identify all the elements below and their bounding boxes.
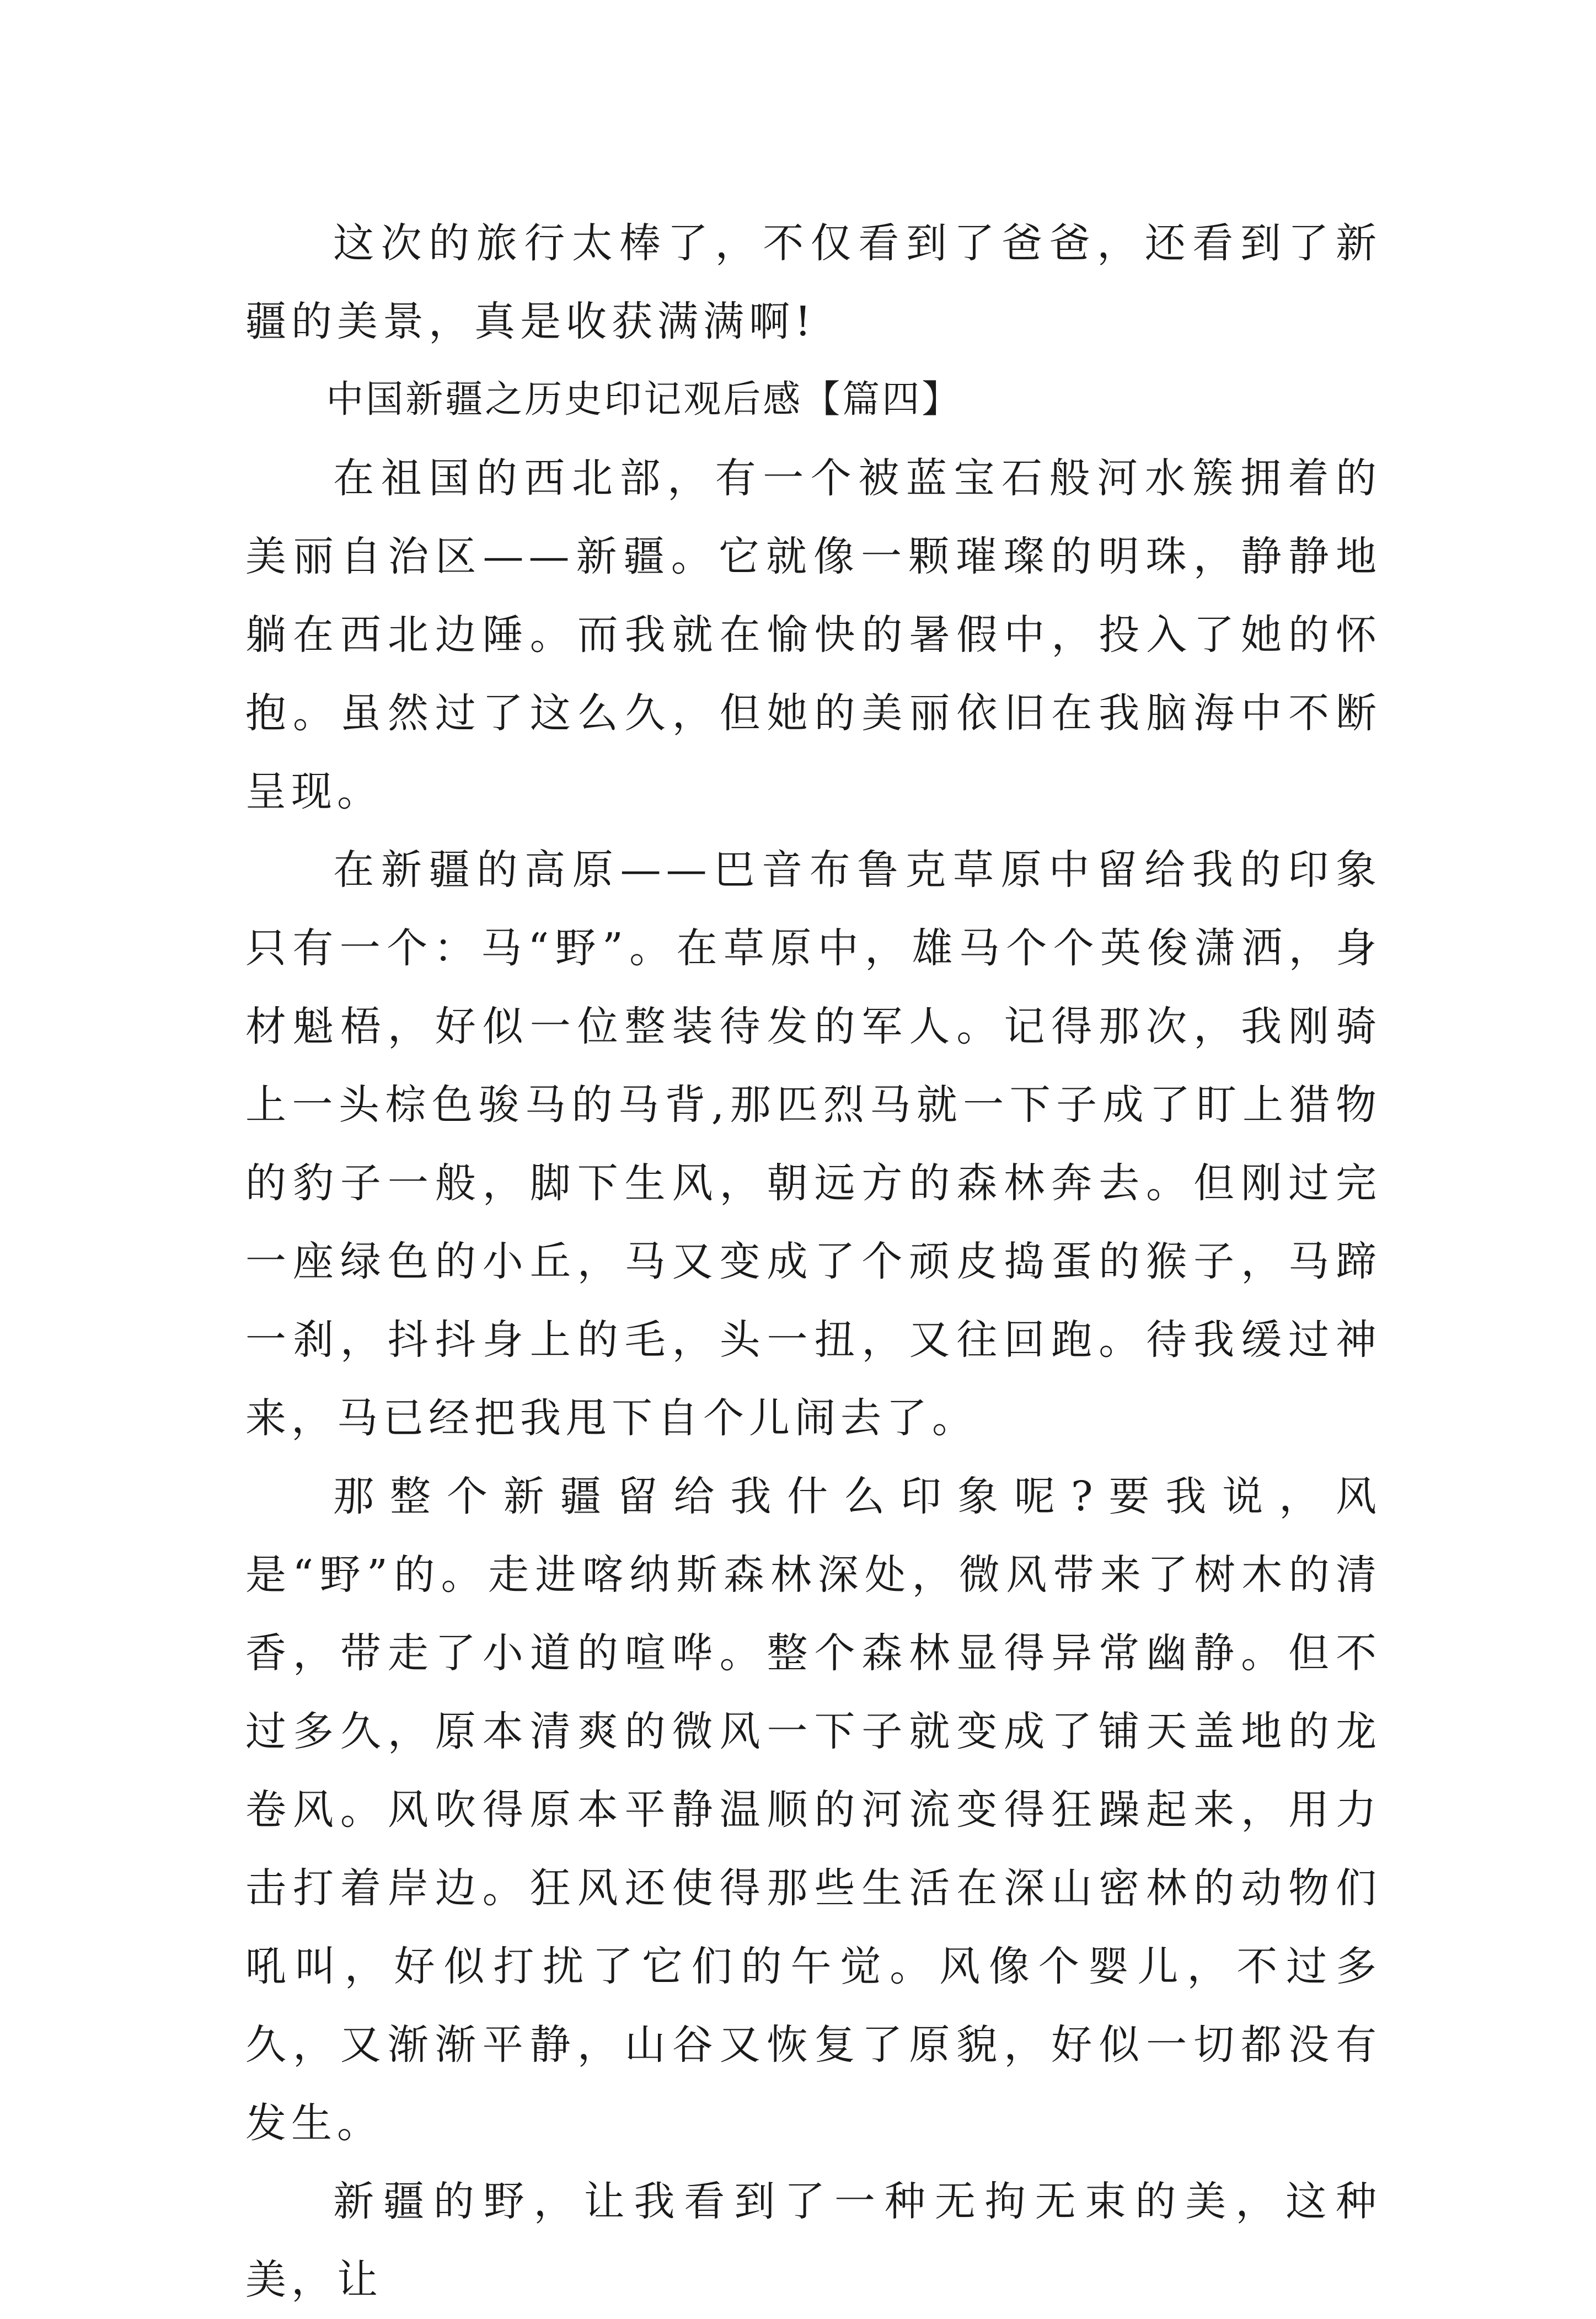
document-body — [245, 204, 1381, 2319]
paragraph-xinjiang-intro: 在祖国的西北部，有一个被蓝宝石般河水簇拥着的美丽自治区——新疆。它就像一颗璀璨的明珠，静静地躺在西北边陲。而我就在愉快的暑假中，投入了她的怀抱。虽然过了这么久，但她的美丽依旧在我脑海中不断呈现。 — [245, 455, 1381, 815]
paragraph-closing: 新疆的野，让我看到了一种无拘无束的美，这种美，让 — [245, 2178, 1381, 2304]
section-heading: 中国新疆之历史印记观后感【篇四】 — [326, 378, 962, 421]
paragraph-travel-summary: 这次的旅行太棒了，不仅看到了爸爸，还看到了新疆的美景，真是收获满满啊! — [245, 220, 1381, 345]
paragraph-wind: 那整个新疆留给我什么印象呢?要我说，风是“野”的。走进喀纳斯森林深处，微风带来了树木的清香，带走了小道的喧哗。整个森林显得异常幽静。但不过多久，原本清爽的微风一下子就变成了铺天盖地的龙卷风。风吹得原本平静温顺的河流变得狂躁起来，用力击打着岸边。狂风还使得那些生活在深山密林的动物们吼叫，好似打扰了它们的午觉。风像个婴儿，不过多久，又渐渐平静，山谷又恢复了原貌，好似一切都没有发生。 — [245, 1473, 1381, 2147]
paragraph-horse: 在新疆的高原——巴音布鲁克草原中留给我的印象只有一个：马“野”。在草原中，雄马个个英俊潇洒，身材魁梧，好似一位整装待发的军人。记得那次，我刚骑上一头棕色骏马的马背,那匹烈马就一下子成了盯上猎物的豹子一般，脚下生风，朝远方的森林奔去。但刚过完一座绿色的小丘，马又变成了个顽皮捣蛋的猴子，马蹄一刹，抖抖身上的毛，头一扭，又往回跑。待我缓过神来，马已经把我甩下自个儿闹去了。 — [245, 846, 1381, 1442]
